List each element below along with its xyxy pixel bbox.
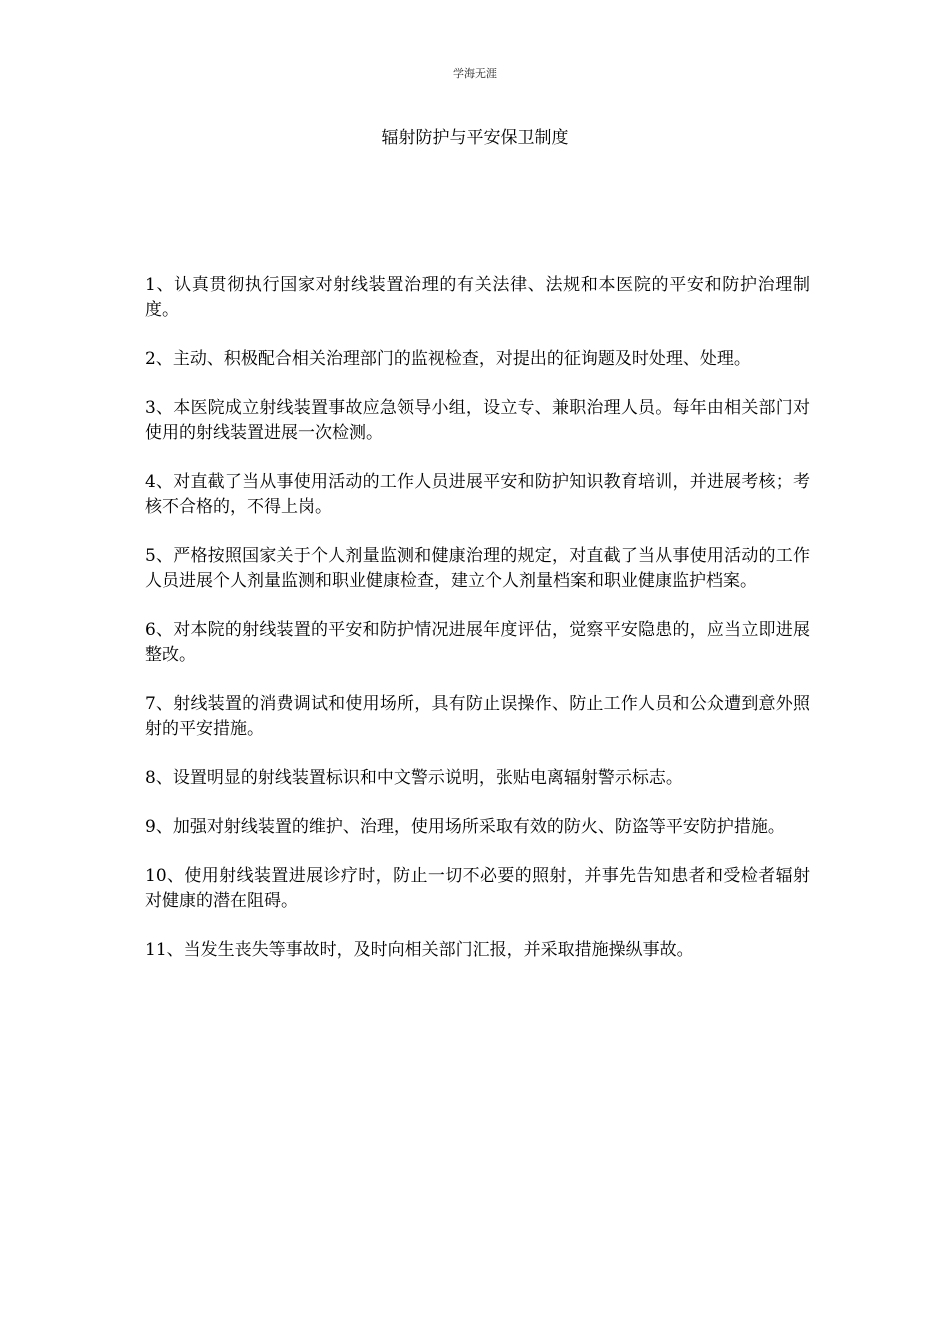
clause-1: 1、认真贯彻执行国家对射线装置治理的有关法律、法规和本医院的平安和防护治理制度。 — [145, 275, 810, 320]
clause-10: 10、使用射线装置进展诊疗时，防止一切不必要的照射，并事先告知患者和受检者辐射对健康的潜在阻碍。 — [145, 866, 810, 911]
clause-8: 8、设置明显的射线装置标识和中文警示说明，张贴电离辐射警示标志。 — [145, 768, 683, 788]
clause-4: 4、对直截了当从事使用活动的工作人员进展平安和防护知识教育培训，并进展考核；考核不合格的，不得上岗。 — [145, 472, 810, 517]
clause-11: 11、当发生丧失等事故时，及时向相关部门汇报，并采取措施操纵事故。 — [145, 940, 694, 960]
clause-5: 5、严格按照国家关于个人剂量监测和健康治理的规定，对直截了当从事使用活动的工作人员进展个人剂量监测和职业健康检查，建立个人剂量档案和职业健康监护档案。 — [145, 546, 810, 591]
clause-2: 2、主动、积极配合相关治理部门的监视检查，对提出的征询题及时处理、处理。 — [145, 349, 751, 369]
clause-7: 7、射线装置的消费调试和使用场所，具有防止误操作、防止工作人员和公众遭到意外照射的平安措施。 — [145, 694, 810, 739]
document-body — [145, 273, 810, 987]
clause-3: 3、本医院成立射线装置事故应急领导小组，设立专、兼职治理人员。每年由相关部门对使用的射线装置进展一次检测。 — [145, 398, 810, 443]
document-title: 辐射防护与平安保卫制度 — [381, 128, 569, 148]
clause-6: 6、对本院的射线装置的平安和防护情况进展年度评估，觉察平安隐患的，应当立即进展整改。 — [145, 620, 810, 665]
clause-9: 9、加强对射线装置的维护、治理，使用场所采取有效的防火、防盗等平安防护措施。 — [145, 817, 785, 837]
page-header: 学海无涯 — [453, 67, 497, 80]
